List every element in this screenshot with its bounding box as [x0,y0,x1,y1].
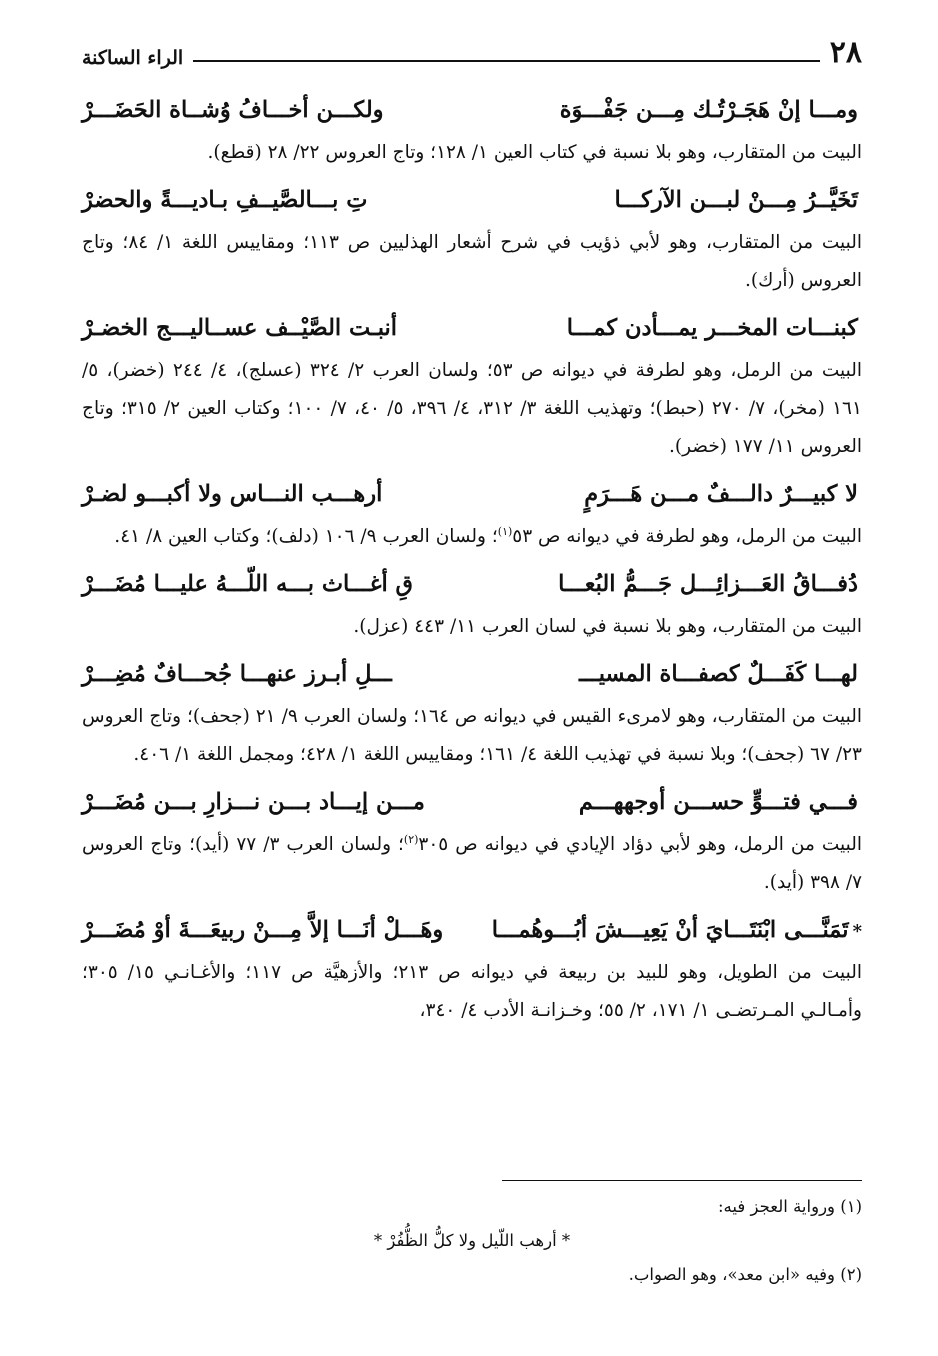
first-hemistich: ومـــا إنْ هَجَـرْتُـك مِـــن جَفْـــوَة [559,97,858,123]
footnote-1: (١) ورواية العجز فيه: [717,1197,862,1216]
verse-entry [82,178,862,300]
footnote-ref[interactable]: (٢) [403,832,419,846]
footnote-rule [502,1180,862,1181]
verse-entry [82,562,862,646]
citation-text: البيت من الرمل، وهو لطرفة في ديوانه ص ٥٣$^{(١)}$؛ ولسان العرب ٩/ ١٠٦ (دلف)؛ وكتاب العين ٨/ ٤١. [114,524,862,547]
citation-text: البيت من الرمل، وهو لطرفة في ديوانه ص ٥٣؛ ولسان العرب ٢/ ٣٢٤ (عسلج)، ٤/ ٢٤٤ (خضر)، ٥/ ١٦١ (مخر)، ٧/ ٢٧٠ (حبط)؛ وتهذيب اللغة ٣/ ٣١٢، ٤/ ٣٩٦، ٥/ ٤٠، ٧/ ١٠٠؛ وكتاب العين ٢/ ٣١٥؛ وتاج العروس ١١/ ١٧٧ (خضر). [82,360,862,457]
verse-line [82,780,862,826]
verse-entry [82,652,862,774]
verse-line [82,472,862,518]
first-hemistich: دُفـــاقُ العَـــزائِـــل جَـــمُّ البُعـــا [558,571,858,597]
first-hemistich: لهـــا كَفَـــلٌ كصفـــاة المسيـــ [578,661,858,687]
footnote-1-verse: * أرهب اللّيل ولا كلُّ الظُّفُرْ * [373,1231,571,1250]
second-hemistich: أرهـــب النـــاس ولا أكبـــو لضـرْ [82,481,383,507]
first-hemistich: فـــي فتـــوٍّ حســـن أوجههـــم [578,789,858,815]
second-hemistich: أنبـت الصَّيْــف عســاليـــج الخضـرْ [82,315,397,341]
star-marker: * [852,921,862,942]
verse-line [82,88,862,134]
citation-text: البيت من المتقارب، وهو لامرىء القيس في ديوانه ص ١٦٤؛ ولسان العرب ٩/ ٢١ (جحف)؛ وتاج العروس ٢٣/ ٦٧ (جحف)؛ وبلا نسبة في تهذيب اللغة ٤/ ١٦١؛ ومقاييس اللغة ١/ ٤٢٨؛ ومجمل اللغة ١/ ٤٠٦. [82,706,862,765]
second-hemistich: قِ أغـــاث بـــه اللّـــهُ عليـــا مُضَـــرْ [82,571,413,597]
running-title: الراء الساكنة [82,47,184,69]
citation-text: البيت من المتقارب، وهو بلا نسبة في لسان العرب ١١/ ٤٤٣ (عزل). [353,616,862,637]
first-hemistich: تَخَيَّــرُ مِـــنْ لبـــن الآركـــا [614,187,858,213]
second-hemistich: ولكـــن أخـــافُ وُشــاة الحَضَـــرْ [82,97,384,123]
verse-line [82,652,862,698]
verse-entry [82,306,862,466]
second-hemistich: وهَـــلْ أنَـــا إلاَّ مِـــنْ ربيعَـــةَ أوْ مُضَـــرْ [82,917,444,943]
verse-line [82,908,862,954]
second-hemistich: تِ بـــالصَّيــفِ بـاديـــةً والحضرْ [82,187,368,213]
page-header [82,28,862,68]
second-hemistich: مـــن إيـــاد بـــن نـــزارِ بـــن مُضَـــرْ [82,789,425,815]
verse-line [82,562,862,608]
first-hemistich: *تَمَنَّـــى ابْنَتَـــايَ أنْ يَعِيـــشَ أبُـــوهُمـــا [491,917,862,943]
verse-entry [82,472,862,556]
citation-text: البيت من الرمل، وهو لأبي دؤاد الإيادي في ديوانه ص ٣٠٥$^{(٢)}$؛ ولسان العرب ٣/ ٧٧ (أيد)؛ وتاج العروس ٧/ ٣٩٨ (أيد). [82,832,862,893]
page-number: ٢٨ [829,35,862,70]
footnotes [82,1180,862,1291]
citation-text: البيت من الطويل، وهو للبيد بن ربيعة في ديوانه ص ٢١٣؛ والأزهيَّة ص ١١٧؛ والأغـانـي ١٥/ ٣٠٥؛ وأمـالـي المـرتضـى ١/ ١٧١، ٢/ ٥٥؛ وخـزانـة الأدب ٤/ ٣٤٠، [82,962,862,1021]
first-hemistich: لا كبيـــرٌ دالـــفٌ مـــن هَـــرَمٍ [584,481,858,507]
verse-entry [82,88,862,172]
footnote-2: (٢) وفيه «ابن معد»، وهو الصواب. [628,1265,862,1284]
verse-entry [82,780,862,902]
citation-text: البيت من المتقارب، وهو لأبي ذؤيب في شرح أشعار الهذليين ص ١١٣؛ ومقاييس اللغة ١/ ٨٤؛ وتاج العروس (أرك). [82,232,862,291]
page-body [82,88,862,1036]
verse-entry [82,908,862,1030]
verse-line [82,178,862,224]
footnote-ref[interactable]: (١) [497,524,513,538]
verse-line [82,306,862,352]
second-hemistich: ـــلِ أبـرز عنهـــا جُحـــافٌ مُضِـــرْ [82,661,392,687]
header-rule [193,60,820,62]
citation-text: البيت من المتقارب، وهو بلا نسبة في كتاب العين ١/ ١٢٨؛ وتاج العروس ٢٢/ ٢٨ (قطع). [207,142,862,163]
first-hemistich: كبنـــات المخـــر يمـــأدن كمـــا [566,315,858,341]
